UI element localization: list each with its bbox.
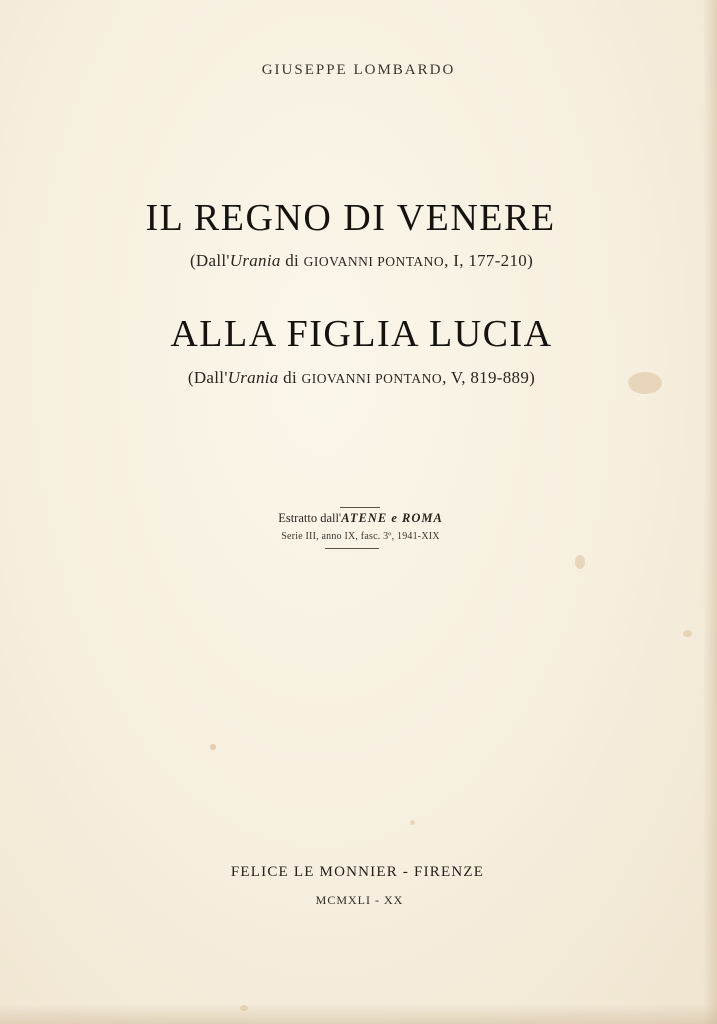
title-alla-figlia-lucia: ALLA FIGLIA LUCIA <box>170 313 553 355</box>
subtitle-work-italic: Urania <box>229 251 281 270</box>
subtitle-source-2 <box>3 368 717 388</box>
publisher-name: FELICE LE MONNIER - FIRENZE <box>230 864 485 880</box>
extract-notice <box>2 511 717 526</box>
foxing-stain <box>240 1005 248 1011</box>
foxing-stain <box>575 555 585 569</box>
subtitle-author: GIOVANNI PONTANO <box>303 254 445 269</box>
journal-name: ATENE e ROMA <box>341 511 443 525</box>
subtitle-di: di <box>278 368 302 387</box>
extract-label: Estratto dall' <box>278 511 342 525</box>
subtitle-di: di <box>280 251 304 270</box>
extract-divider-bottom <box>325 548 379 549</box>
foxing-stain <box>210 744 216 750</box>
subtitle-reference: , I, 177-210) <box>444 251 534 270</box>
subtitle-prefix: (Dall' <box>189 251 230 270</box>
subtitle-author: GIOVANNI PONTANO <box>301 371 443 386</box>
title-regno-di-venere: IL REGNO DI VENERE <box>145 197 556 239</box>
foxing-stain <box>410 820 415 825</box>
subtitle-prefix: (Dall' <box>187 368 228 387</box>
subtitle-source-1 <box>3 251 717 271</box>
foxing-stain <box>683 630 692 637</box>
author-name: GIUSEPPE LOMBARDO <box>261 62 456 78</box>
series-info: Serie III, anno IX, fasc. 3º, 1941-XIX <box>281 531 440 542</box>
publication-year: MCMXLI - XX <box>315 893 404 907</box>
subtitle-reference: , V, 819-889) <box>442 368 536 387</box>
extract-divider-top <box>340 507 380 508</box>
subtitle-work-italic: Urania <box>227 368 279 387</box>
page-edge-shadow <box>0 1004 717 1024</box>
